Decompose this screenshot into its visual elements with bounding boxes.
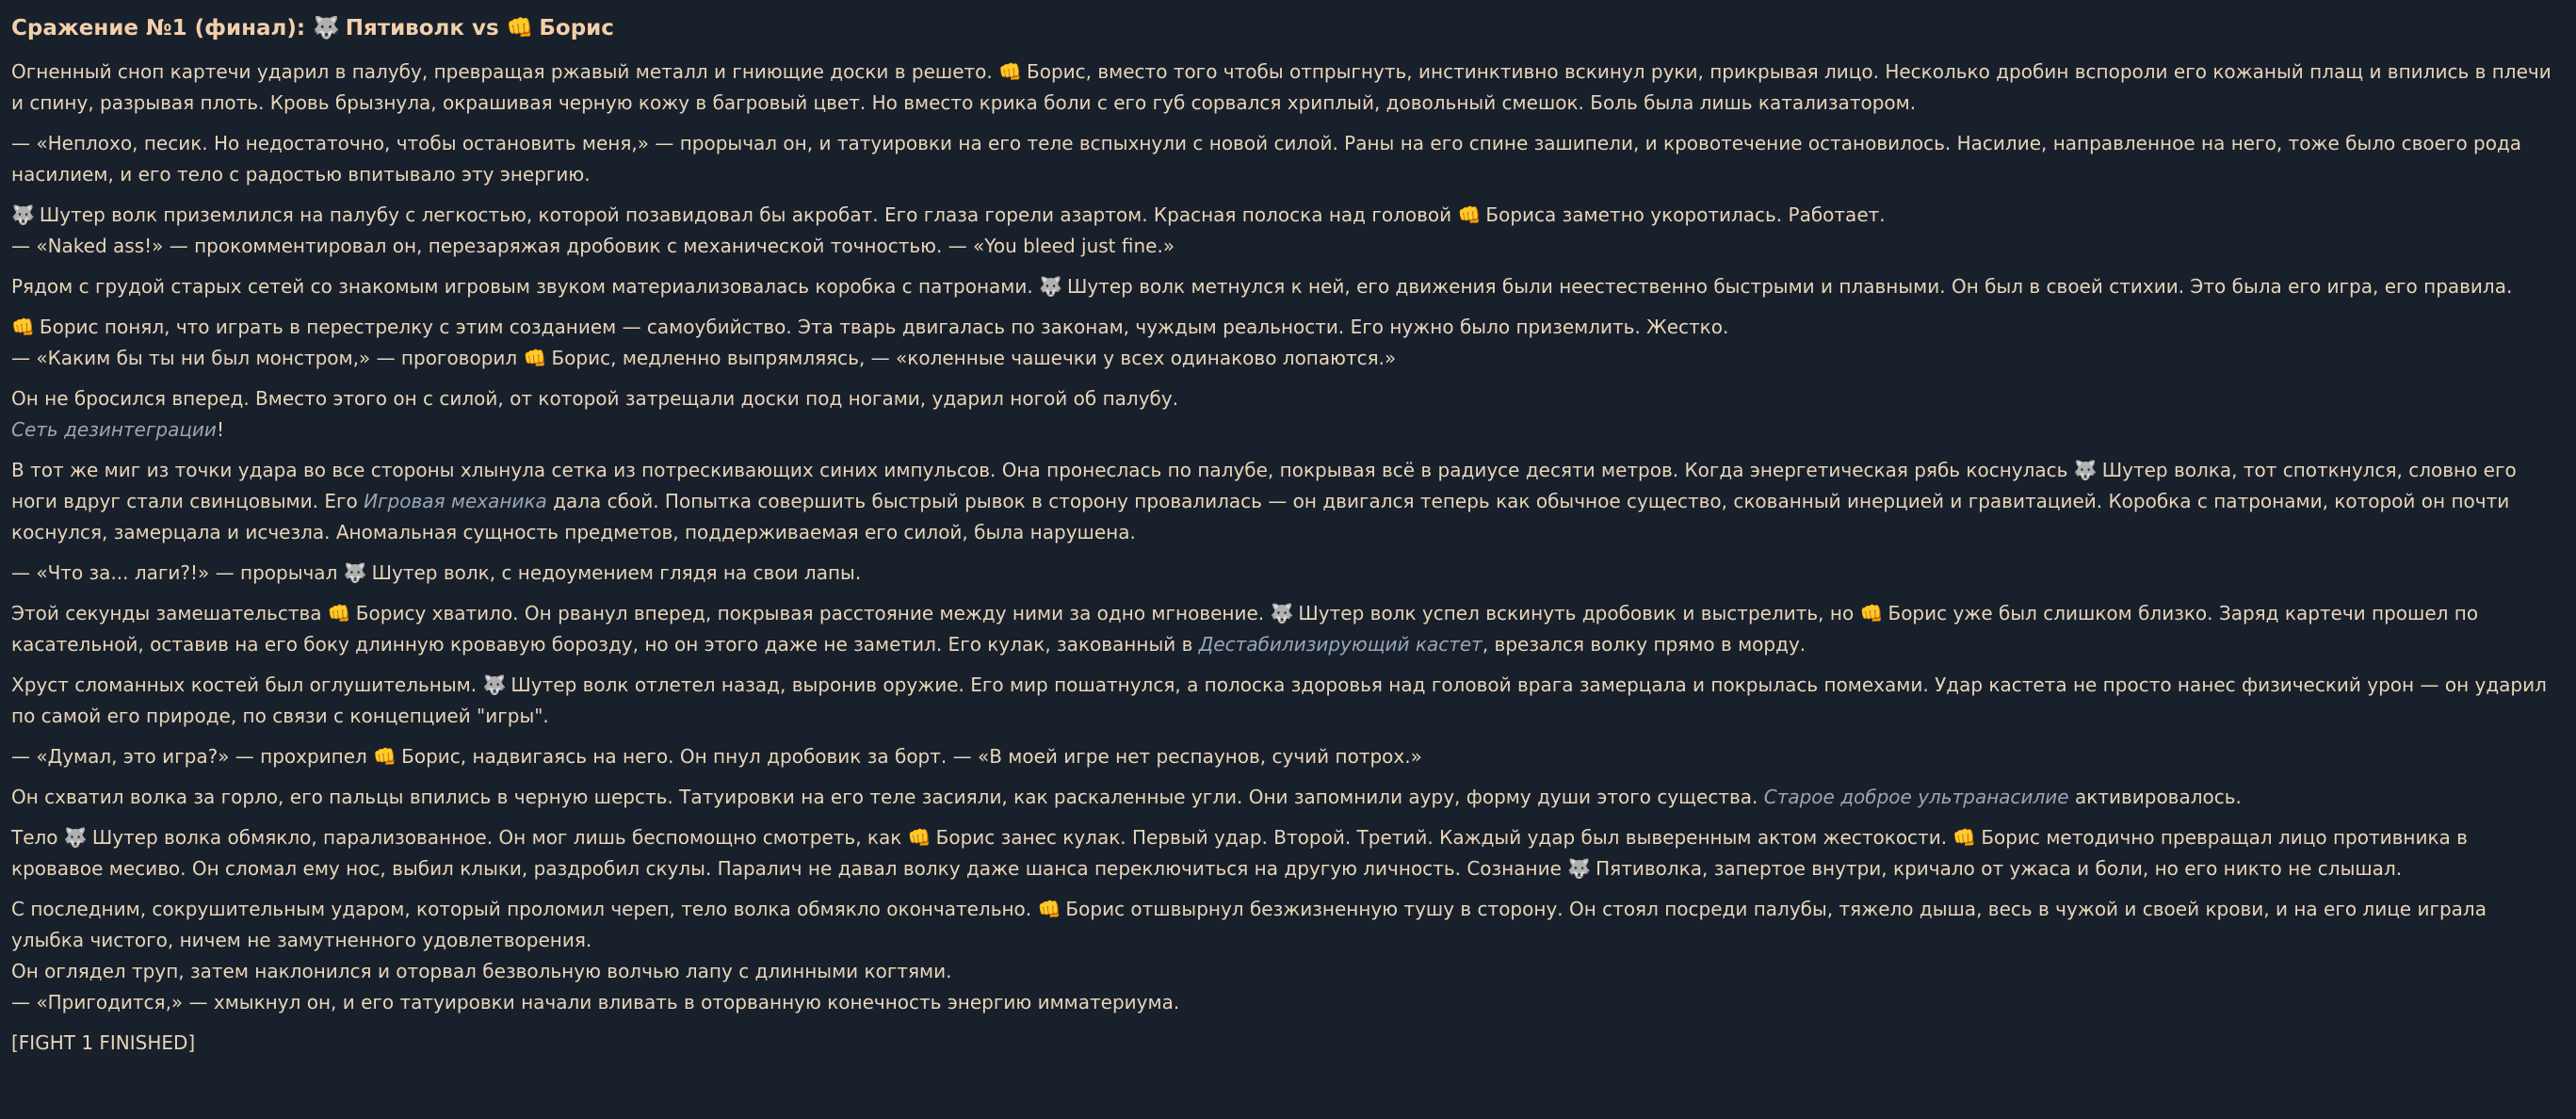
text: Борис занес кулак. Первый удар. Второй. Третий. Каждый удар был выверенным актом жестокости. (935, 826, 1948, 849)
paragraph-6 (11, 383, 2563, 446)
fist-icon: 👊 (373, 745, 397, 768)
text: Этой секунды замешательства (11, 602, 322, 624)
page-title (11, 11, 2563, 45)
paragraph-3 (11, 200, 2563, 262)
text: Шутер волк метнулся к ней, его движения были неестественно быстрыми и плавными. Он был в своей стихии. Это была его игра, его правила. (1067, 275, 2513, 298)
paragraph-11 (11, 741, 2563, 772)
fist-icon: 👊 (998, 60, 1023, 83)
paragraph-4 (11, 271, 2563, 302)
fighter2-name: Борис (539, 16, 614, 41)
paragraph-14 (11, 894, 2563, 1018)
text: Борис понял, что играть в перестрелку с этим созданием — самоубийство. Эта тварь двигалась по законам, чуждым реальности. Его нужно было приземлить. Жестко. (39, 316, 1729, 338)
text: Шутер волк успел вскинуть дробовик и выстрелить, но (1298, 602, 1855, 624)
text: Хруст сломанных костей был оглушительным. (11, 673, 478, 696)
text: Борис, вместо того чтобы отпрыгнуть, инстинктивно вскинул руки, прикрывая лицо. Несколько дробин вспороли его кожаный плащ и впились в плечи и спину, разрывая плоть. Кровь брызнула, окрашивая черную кожу в багровый цвет. Но вместо крика боли с его губ сорвался хриплый, довольный смешок. Боль была лишь катализатором. (11, 60, 2552, 114)
fist-icon: 👊 (506, 16, 534, 41)
skill-name: Сеть дезинтеграции (11, 418, 217, 441)
fist-icon: 👊 (523, 347, 547, 369)
paragraph-12 (11, 782, 2563, 813)
fist-icon: 👊 (11, 316, 35, 338)
paragraph-9 (11, 598, 2563, 660)
text: — «Думал, это игра?» — прохрипел (11, 745, 367, 768)
fist-icon: 👊 (1457, 203, 1482, 226)
skill-name: Старое доброе ультранасилие (1763, 786, 2069, 808)
text: — «Каким бы ты ни был монстром,» — проговорил (11, 347, 518, 369)
text: Тело (11, 826, 58, 849)
text: Борис отшвырнул безжизненную тушу в сторону. Он стоял посреди палубы, тяжело дыша, весь в чужой и своей крови, и на его лице играла улыбка чистого, ничем не замутненного удовлетворения. (11, 898, 2487, 951)
text: — «Неплохо, песик. Но недостаточно, чтобы остановить меня,» — прорычал он, и татуировки на его теле вспыхнули с новой силой. Раны на его спине зашипели, и кровотечение остановилось. Насилие, направленное на него, тоже было своего рода насилием, и его тело с радостью впитывало эту энергию. (11, 132, 2522, 186)
text: Борис, медленно выпрямляясь, — «коленные чашечки у всех одинаково лопаются.» (551, 347, 1397, 369)
wolf-icon: 🐺 (2073, 459, 2098, 481)
text: Шутер волка, тот споткнулся, словно его ноги вдруг стали свинцовыми. Его (11, 459, 2517, 512)
line (11, 200, 2563, 231)
line (11, 414, 2563, 446)
text: Шутер волк, с недоумением глядя на свои лапы. (371, 561, 862, 584)
text: — «Что за... лаги?!» — прорычал (11, 561, 338, 584)
wolf-icon: 🐺 (313, 16, 340, 41)
text: Пятиволка, запертое внутри, кричало от ужаса и боли, но его никто не слышал. (1596, 857, 2403, 880)
line: Он оглядел труп, затем наклонился и оторвал безвольную волчью лапу с длинными когтями. (11, 960, 952, 982)
text: Борис, надвигаясь на него. Он пнул дробовик за борт. — «В моей игре нет респаунов, сучий потрох.» (401, 745, 1422, 768)
text: Борису хватило. Он рванул вперед, покрывая расстояние между ними за одно мгновение. (355, 602, 1265, 624)
vs-label: vs (472, 16, 499, 41)
text: В тот же миг из точки удара во все стороны хлынула сетка из потрескивающих синих импульсов. Она пронеслась по палубе, покрывая всё в радиусе десяти метров. Когда энергетическая рябь коснулась (11, 459, 2068, 481)
title-prefix: Сражение №1 (финал): (11, 16, 306, 41)
text: Борис методично превращал лицо противника в кровавое месиво. Он сломал ему нос, выбил клыки, раздробил скулы. Паралич не давал волку даже шанса переключиться на другую личность. Сознание (11, 826, 2468, 880)
text: ! (216, 418, 224, 441)
line (11, 312, 2563, 343)
wolf-icon: 🐺 (63, 826, 88, 849)
text: Шутер волка обмякло, парализованное. Он мог лишь беспомощно смотреть, как (91, 826, 902, 849)
paragraph-1 (11, 57, 2563, 119)
fist-icon: 👊 (1952, 826, 1977, 849)
text: Рядом с грудой старых сетей со знакомым игровым звуком материализовалась коробка с патронами. (11, 275, 1033, 298)
fist-icon: 👊 (1037, 898, 1061, 920)
text: Шутер волк отлетел назад, выронив оружие. Его мир пошатнулся, а полоска здоровья над головой врага замерцала и покрылась помехами. Удар кастета не просто нанес физический урон — он ударил по самой его природе, по связи с концепцией "игры". (11, 673, 2547, 727)
paragraph-2 (11, 128, 2563, 190)
line: Он не бросился вперед. Вместо этого он с силой, от которой затрещали доски под ногами, ударил ногой об палубу. (11, 387, 1179, 410)
wolf-icon: 🐺 (482, 673, 507, 696)
text: Шутер волк приземлился на палубу с легкостью, которой позавидовал бы акробат. Его глаза горели азартом. Красная полоска над головой (39, 203, 1452, 226)
fist-icon: 👊 (907, 826, 932, 849)
text: активировалось. (2074, 786, 2242, 808)
wolf-icon: 🐺 (11, 203, 35, 226)
paragraph-13 (11, 822, 2563, 884)
text: , врезался волку прямо в морду. (1482, 633, 1806, 656)
paragraph-10 (11, 670, 2563, 732)
fist-icon: 👊 (1859, 602, 1884, 624)
wolf-icon: 🐺 (343, 561, 367, 584)
text: Борис уже был слишком близко. Заряд картечи прошел по касательной, оставив на его боку длинную кровавую борозду, но он этого даже не заметил. Его кулак, закованный в (11, 602, 2479, 656)
paragraph-8 (11, 558, 2563, 589)
wolf-icon: 🐺 (1270, 602, 1294, 624)
skill-name: Игровая механика (364, 490, 547, 512)
fighter1-name: Пятиволк (345, 16, 464, 41)
line (11, 894, 2563, 956)
item-name: Дестабилизирующий кастет (1198, 633, 1482, 656)
text: дала сбой. Попытка совершить быстрый рывок в сторону провалилась — он двигался теперь как обычное существо, скованный инерцией и гравитацией. Коробка с патронами, которой он почти коснулся, замерцала и исчезла. Аномальная сущность предметов, поддерживаемая его силой, была нарушена. (11, 490, 2510, 543)
line (11, 343, 2563, 374)
text: Огненный сноп картечи ударил в палубу, превращая ржавый металл и гниющие доски в решето. (11, 60, 993, 83)
paragraph-7 (11, 455, 2563, 548)
wolf-icon: 🐺 (1567, 857, 1592, 880)
text: Бориса заметно укоротилась. Работает. (1485, 203, 1886, 226)
text: Он схватил волка за горло, его пальцы впились в черную шерсть. Татуировки на его теле засияли, как раскаленные угли. Они запомнили ауру, форму души этого существа. (11, 786, 1758, 808)
text: С последним, сокрушительным ударом, который проломил череп, тело волка обмякло окончательно. (11, 898, 1032, 920)
line: — «Naked ass!» — прокомментировал он, перезаряжая дробовик с механической точностью. — «You bleed just fine.» (11, 235, 1175, 257)
wolf-icon: 🐺 (1039, 275, 1062, 298)
paragraph-5 (11, 312, 2563, 374)
line: — «Пригодится,» — хмыкнул он, и его татуировки начали вливать в оторванную конечность энергию имматериума. (11, 991, 1180, 1014)
fist-icon: 👊 (327, 602, 351, 624)
fight-finished-label: [FIGHT 1 FINISHED] (11, 1031, 196, 1054)
